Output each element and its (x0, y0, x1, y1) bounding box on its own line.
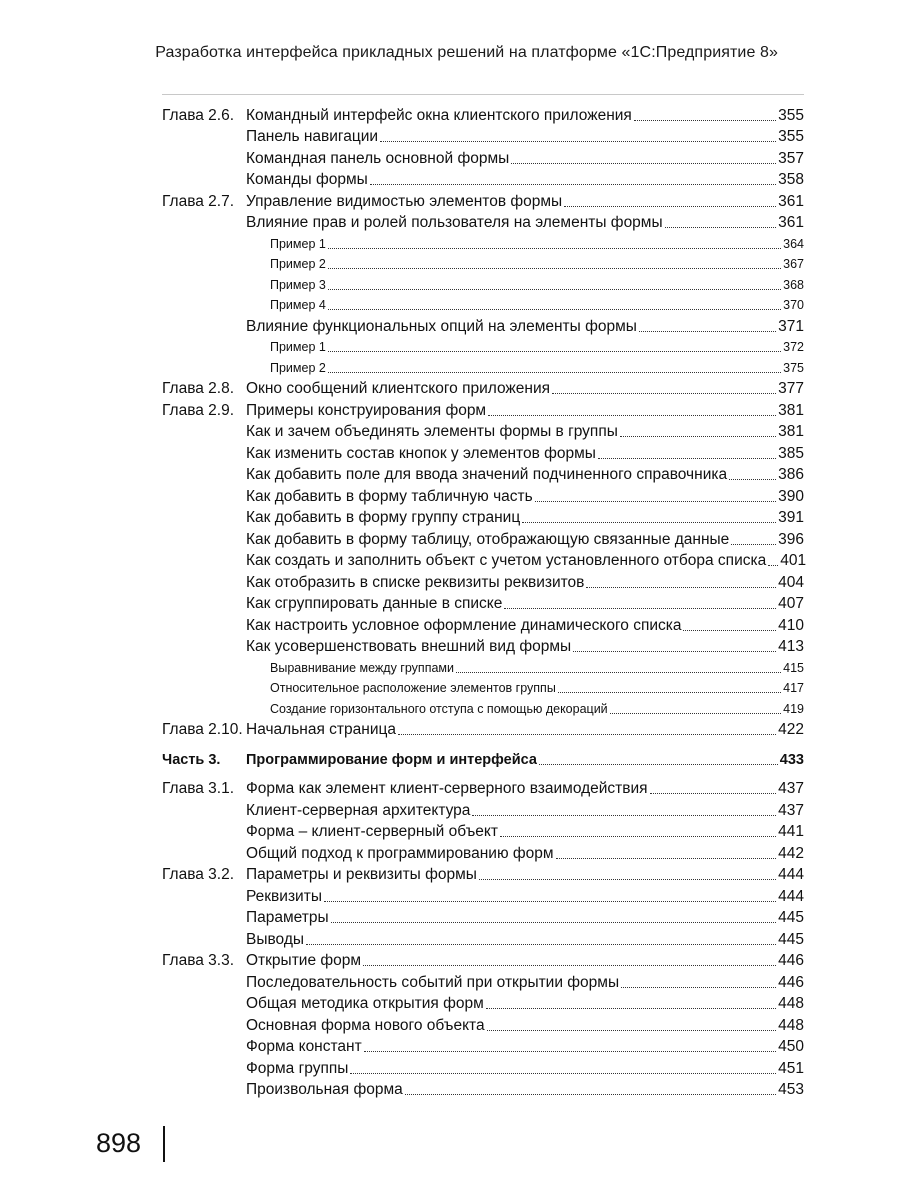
dot-leader (558, 692, 781, 693)
toc-entry (162, 442, 804, 464)
toc-page-number: 355 (778, 106, 804, 124)
toc-entry-line (246, 213, 804, 233)
toc-entry-title: Создание горизонтального отступа с помощью декораций (270, 701, 608, 716)
toc-entry-line (246, 973, 804, 993)
toc-entry-title: Командная панель основной формы (246, 149, 510, 167)
toc-entry (162, 337, 804, 358)
dot-leader (729, 479, 776, 480)
toc-page-number: 372 (783, 340, 804, 354)
toc-entry-title: Выравнивание между группами (270, 660, 454, 675)
toc-entry (162, 864, 804, 886)
toc-page-number: 446 (778, 952, 804, 969)
toc-entry-line (246, 865, 804, 885)
dot-leader (511, 163, 776, 164)
toc-entry (162, 190, 804, 212)
dot-leader (500, 836, 776, 837)
toc-entry-title: Открытие форм (246, 952, 362, 969)
toc-entry (162, 678, 804, 699)
dot-leader (486, 1008, 776, 1009)
toc-entry (162, 254, 804, 275)
dot-leader (768, 565, 778, 566)
toc-entry-line (246, 530, 804, 550)
dot-leader (328, 268, 781, 269)
toc-entry-line (246, 1059, 804, 1079)
toc-page-number: 381 (778, 423, 804, 440)
dot-leader (380, 141, 776, 142)
toc-entry-line (246, 127, 804, 147)
toc-entry-title: Как добавить в форму таблицу, отображающую связанные данные (246, 530, 730, 548)
toc-entry-title: Как усовершенствовать внешний вид формы (246, 638, 572, 655)
toc-entry-title: Последовательность событий при открытии формы (246, 973, 620, 991)
toc-entry (162, 748, 804, 770)
toc-page-number: 385 (778, 444, 804, 462)
toc-entry-title: Как изменить состав кнопок у элементов формы (246, 444, 596, 462)
toc-entry-line (246, 637, 804, 657)
dot-leader (350, 1073, 776, 1074)
toc-entry (162, 233, 804, 254)
table-of-contents (162, 104, 807, 1100)
toc-entry-title: Командный интерфейс окна клиентского приложения (246, 106, 632, 124)
toc-entry-line (246, 887, 804, 907)
toc-page-number: 448 (778, 995, 804, 1012)
toc-entry (162, 212, 804, 234)
toc-entry-line (246, 594, 804, 614)
toc-page-number: 422 (778, 721, 804, 738)
toc-entry-title: Пример 2 (270, 257, 326, 271)
toc-entry (162, 315, 804, 337)
toc-page-number: 437 (778, 801, 804, 819)
chapter-label: Глава 3.2. (162, 866, 235, 883)
toc-page-number: 451 (778, 1059, 804, 1077)
toc-entry-title: Пример 2 (270, 360, 326, 375)
toc-entry (162, 842, 804, 864)
dot-leader (306, 944, 776, 945)
toc-entry (162, 295, 804, 316)
toc-entry-title: Команды формы (246, 171, 368, 188)
chapter-label: Глава 3.3. (162, 952, 235, 969)
dot-leader (328, 309, 781, 310)
toc-entry (162, 821, 804, 843)
toc-page-number: 417 (783, 681, 804, 695)
dot-leader (331, 922, 777, 923)
toc-entry (162, 885, 804, 907)
toc-entry (162, 507, 804, 529)
toc-entry-line (246, 822, 804, 842)
dot-leader (324, 901, 776, 902)
toc-page-number: 357 (778, 149, 804, 167)
toc-entry-line (246, 779, 804, 799)
toc-entry-line (270, 295, 804, 315)
toc-entry-line (246, 401, 804, 421)
toc-entry (162, 274, 804, 295)
toc-entry (162, 147, 804, 169)
toc-page-number: 444 (778, 887, 804, 905)
toc-page-number: 361 (778, 214, 804, 231)
toc-entry-line (270, 678, 804, 698)
toc-entry-line (246, 422, 804, 442)
toc-page-number: 419 (783, 701, 804, 716)
toc-entry-line (246, 149, 804, 169)
toc-entry-title: Как добавить поле для ввода значений подчиненного справочника (246, 466, 728, 483)
toc-page-number: 371 (778, 317, 804, 335)
toc-entry (162, 399, 804, 421)
toc-page-number: 446 (778, 973, 804, 991)
toc-page-number: 355 (778, 128, 804, 145)
toc-page-number: 368 (783, 277, 804, 292)
toc-entry-title: Влияние функциональных опций на элементы формы (246, 317, 637, 335)
toc-entry-title: Пример 3 (270, 277, 326, 292)
toc-entry-title: Примеры конструирования форм (246, 401, 487, 419)
chapter-label: Глава 2.8. (162, 380, 235, 397)
toc-entry-line (246, 573, 804, 593)
dot-leader (573, 651, 776, 652)
dot-leader (539, 764, 778, 765)
toc-page-number: 445 (778, 930, 804, 948)
toc-entry-title: Пример 1 (270, 236, 326, 251)
toc-entry (162, 104, 804, 126)
chapter-label: Глава 2.7. (162, 192, 235, 210)
toc-entry-line (246, 508, 804, 528)
toc-entry-title: Параметры (246, 909, 329, 926)
toc-page-number: 450 (778, 1038, 804, 1055)
toc-page-number: 375 (783, 360, 804, 375)
dot-leader (598, 458, 776, 459)
toc-entry-title: Управление видимостью элементов формы (246, 192, 563, 210)
toc-page-number: 410 (778, 616, 804, 634)
toc-entry (162, 636, 804, 658)
toc-page-number: 442 (778, 844, 804, 862)
dot-leader (610, 713, 781, 714)
toc-entry (162, 614, 804, 636)
toc-entry-title: Произвольная форма (246, 1081, 403, 1098)
toc-page-number: 381 (778, 401, 804, 419)
toc-entry-title: Общий подход к программированию форм (246, 844, 554, 862)
toc-page-number: 370 (783, 298, 804, 312)
toc-entry-line (246, 465, 804, 485)
toc-entry-line (246, 930, 804, 950)
dot-leader (504, 608, 776, 609)
toc-entry (162, 169, 804, 191)
toc-entry-line (270, 358, 804, 378)
toc-entry (162, 464, 804, 486)
dot-leader (363, 965, 776, 966)
toc-entry-line (246, 487, 804, 507)
toc-entry-line (246, 994, 804, 1014)
toc-entry-title: Пример 4 (270, 298, 326, 312)
toc-page-number: 448 (778, 1016, 804, 1034)
dot-leader (535, 501, 776, 502)
toc-entry-title: Влияние прав и ролей пользователя на элементы формы (246, 214, 663, 231)
dot-leader (405, 1094, 776, 1095)
toc-entry-line (246, 1016, 804, 1036)
dot-leader (522, 522, 776, 523)
toc-entry-title: Начальная страница (246, 721, 396, 738)
toc-entry-line (246, 616, 804, 636)
dot-leader (488, 415, 776, 416)
toc-entry-title: Как добавить в форму группу страниц (246, 509, 521, 526)
dot-leader (683, 630, 776, 631)
toc-page-number: 453 (778, 1081, 804, 1098)
toc-entry (162, 778, 804, 800)
toc-page-number: 367 (783, 257, 804, 271)
toc-entry-line (246, 379, 804, 399)
toc-entry-line (246, 750, 804, 770)
toc-entry (162, 1057, 804, 1079)
toc-entry (162, 719, 804, 741)
toc-entry-line (270, 234, 804, 254)
toc-entry (162, 993, 804, 1015)
toc-entry-line (246, 170, 804, 190)
dot-leader (479, 879, 776, 880)
toc-entry-title: Как настроить условное оформление динамического списка (246, 616, 682, 634)
dot-leader (328, 372, 781, 373)
toc-entry (162, 378, 804, 400)
dot-leader (620, 436, 776, 437)
toc-page-number: 386 (778, 466, 804, 483)
toc-entry (162, 593, 804, 615)
toc-entry (162, 528, 804, 550)
toc-entry-line (246, 844, 804, 864)
chapter-label: Глава 3.1. (162, 780, 235, 797)
toc-entry (162, 971, 804, 993)
toc-entry-line (246, 1037, 804, 1057)
dot-leader (364, 1051, 776, 1052)
toc-page-number: 445 (778, 909, 804, 926)
toc-page-number: 361 (778, 192, 804, 210)
dot-leader (328, 351, 781, 352)
toc-entry-line (246, 551, 807, 571)
toc-entry (162, 571, 804, 593)
chapter-label: Глава 2.10. (162, 721, 243, 738)
toc-entry (162, 698, 804, 719)
toc-entry-line (246, 720, 804, 740)
dot-leader (564, 206, 776, 207)
toc-entry-line (246, 801, 804, 821)
toc-entry (162, 550, 807, 572)
toc-page-number: 401 (780, 552, 807, 569)
toc-page-number: 407 (778, 595, 804, 612)
toc-entry-title: Клиент-серверная архитектура (246, 801, 471, 819)
toc-entry-title: Параметры и реквизиты формы (246, 866, 477, 883)
toc-entry (162, 928, 804, 950)
toc-entry-title: Форма группы (246, 1059, 349, 1077)
dot-leader (621, 987, 776, 988)
toc-entry-title: Основная форма нового объекта (246, 1016, 485, 1034)
toc-entry (162, 357, 804, 378)
toc-entry-line (246, 908, 804, 928)
dot-leader (639, 331, 776, 332)
dot-leader (731, 544, 776, 545)
dot-leader (328, 248, 781, 249)
toc-entry-line (246, 444, 804, 464)
dot-leader (370, 184, 776, 185)
toc-page-number: 415 (783, 660, 804, 675)
toc-entry (162, 657, 804, 678)
toc-entry-title: Как отобразить в списке реквизиты реквизитов (246, 573, 585, 591)
header-rule (162, 94, 804, 95)
dot-leader (328, 289, 781, 290)
toc-entry-title: Относительное расположение элементов группы (270, 681, 556, 695)
toc-entry (162, 421, 804, 443)
running-header: Разработка интерфейса прикладных решений на платформе «1С:Предприятие 8» (155, 44, 778, 61)
page-number-divider (163, 1126, 165, 1162)
toc-entry (162, 126, 804, 148)
toc-page-number: 441 (778, 823, 804, 840)
dot-leader (552, 393, 776, 394)
dot-leader (487, 1030, 777, 1031)
toc-entry (162, 1036, 804, 1058)
toc-entry-title: Пример 1 (270, 340, 326, 354)
toc-entry-line (270, 699, 804, 719)
toc-entry-line (270, 275, 804, 295)
dot-leader (586, 587, 776, 588)
toc-page-number: 390 (778, 487, 804, 505)
chapter-label: Глава 2.6. (162, 106, 235, 124)
toc-entry-line (246, 951, 804, 971)
toc-page-number: 444 (778, 866, 804, 883)
toc-entry-line (270, 658, 804, 678)
dot-leader (665, 227, 777, 228)
toc-page-number: 396 (778, 530, 804, 548)
toc-entry-title: Как и зачем объединять элементы формы в группы (246, 423, 618, 440)
toc-entry-title: Реквизиты (246, 887, 322, 905)
toc-entry-line (270, 337, 804, 357)
toc-entry-line (246, 106, 804, 126)
dot-leader (650, 793, 777, 794)
toc-page-number: 358 (778, 171, 804, 188)
toc-entry (162, 1079, 804, 1101)
toc-entry (162, 950, 804, 972)
toc-entry-title: Как добавить в форму табличную часть (246, 487, 533, 505)
dot-leader (556, 858, 777, 859)
toc-page-number: 377 (778, 380, 804, 397)
toc-entry-line (246, 1080, 804, 1100)
toc-page-number: 433 (779, 751, 804, 768)
toc-entry-title: Как сгруппировать данные в списке (246, 595, 503, 612)
toc-entry (162, 799, 804, 821)
dot-leader (398, 734, 776, 735)
toc-entry-line (246, 317, 804, 337)
toc-entry-title: Форма – клиент-серверный объект (246, 823, 498, 840)
dot-leader (634, 120, 776, 121)
toc-entry-line (270, 254, 804, 274)
dot-leader (456, 672, 781, 673)
part-label: Часть 3. (162, 751, 221, 768)
toc-entry-title: Окно сообщений клиентского приложения (246, 380, 551, 397)
toc-entry-line (246, 192, 804, 212)
toc-entry-title: Как создать и заполнить объект с учетом установленного отбора списка (246, 552, 767, 569)
toc-page-number: 437 (778, 780, 804, 797)
toc-entry-title: Форма констант (246, 1038, 362, 1055)
toc-entry (162, 1014, 804, 1036)
toc-entry-title: Программирование форм и интерфейса (246, 751, 537, 768)
toc-entry-title: Панель навигации (246, 128, 379, 145)
chapter-label: Глава 2.9. (162, 401, 235, 419)
toc-page-number: 404 (778, 573, 804, 591)
toc-page-number: 364 (783, 236, 804, 251)
page-number: 898 (96, 1128, 142, 1158)
toc-page-number: 413 (778, 638, 804, 655)
toc-entry (162, 485, 804, 507)
dot-leader (472, 815, 776, 816)
toc-entry-title: Общая методика открытия форм (246, 995, 484, 1012)
toc-page-number: 391 (778, 509, 804, 526)
toc-entry (162, 907, 804, 929)
toc-entry-title: Выводы (246, 930, 305, 948)
toc-entry-title: Форма как элемент клиент-серверного взаимодействия (246, 780, 648, 797)
